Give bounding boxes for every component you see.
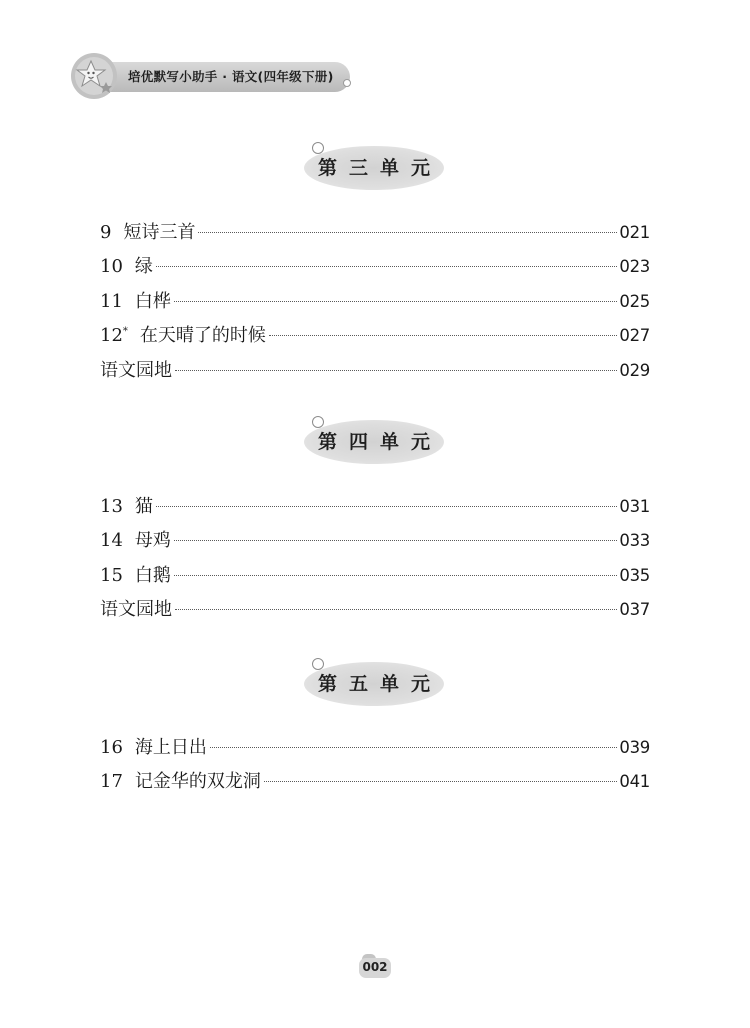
header-banner <box>70 52 360 100</box>
unit-heading-5 <box>304 662 444 706</box>
dot-leader <box>174 575 618 576</box>
entry-number: 9 <box>100 222 112 243</box>
toc-unit-4 <box>100 492 650 630</box>
entry-page: 025 <box>619 291 650 311</box>
entry-number: 10 <box>100 256 123 278</box>
toc-entry[interactable] <box>100 733 650 767</box>
entry-title: 短诗三首 <box>123 222 196 243</box>
toc-entry[interactable] <box>100 252 650 286</box>
toc-unit-3 <box>100 218 650 390</box>
header-dot <box>343 79 351 87</box>
toc-entry[interactable] <box>100 492 650 526</box>
entry-number: 16 <box>100 737 123 758</box>
entry-page: 021 <box>619 223 650 242</box>
dot-leader <box>198 232 617 233</box>
entry-number: 12* <box>100 325 128 347</box>
dot-leader <box>156 506 618 507</box>
entry-number: 13 <box>100 496 123 517</box>
entry-title: 记金华的双龙洞 <box>134 771 261 793</box>
entry-page: 037 <box>619 600 650 620</box>
entry-page: 029 <box>619 360 650 380</box>
dot-leader <box>210 747 618 748</box>
dot-leader <box>264 781 618 782</box>
unit-heading-4 <box>304 420 444 464</box>
entry-number: 17 <box>100 771 123 793</box>
entry-number: 11 <box>100 290 123 312</box>
toc-entry[interactable] <box>100 526 650 560</box>
toc-entry[interactable] <box>100 218 650 252</box>
entry-number: 15 <box>100 564 123 586</box>
toc-entry[interactable] <box>100 321 650 355</box>
unit-heading-3 <box>304 146 444 190</box>
toc-unit-5 <box>100 733 650 802</box>
entry-title: 白桦 <box>134 290 171 312</box>
dot-leader <box>175 370 617 371</box>
entry-title: 语文园地 <box>100 599 172 621</box>
dot-leader <box>174 301 618 302</box>
entry-title: 猫 <box>134 496 153 517</box>
header-title: 培优默写小助手 · 语文(四年级下册) <box>128 69 334 84</box>
page-number: 002 <box>362 960 388 974</box>
toc-entry[interactable] <box>100 595 650 629</box>
entry-page: 039 <box>619 738 650 757</box>
unit-heading-text: 第三单元 <box>317 157 442 179</box>
dot-leader <box>269 335 618 336</box>
toc-entry[interactable] <box>100 356 650 390</box>
entry-page: 027 <box>619 326 650 346</box>
entry-title: 绿 <box>134 256 153 278</box>
entry-title: 在天晴了的时候 <box>139 325 266 347</box>
unit-heading-text: 第五单元 <box>317 673 442 695</box>
entry-number: 14 <box>100 530 123 552</box>
entry-page: 023 <box>619 257 650 277</box>
dot-leader <box>174 540 618 541</box>
self-study-asterisk: * <box>122 326 128 338</box>
entry-title: 母鸡 <box>134 530 171 552</box>
dot-leader <box>156 266 618 267</box>
toc-entry[interactable] <box>100 767 650 801</box>
toc-entry[interactable] <box>100 287 650 321</box>
entry-page: 041 <box>619 772 650 792</box>
entry-title: 语文园地 <box>100 359 172 381</box>
entry-page: 031 <box>619 497 650 516</box>
entry-page: 035 <box>619 565 650 585</box>
toc-entry[interactable] <box>100 561 650 595</box>
page-number-tab <box>359 954 391 980</box>
entry-title: 白鹅 <box>134 564 171 586</box>
dot-leader <box>175 609 617 610</box>
entry-page: 033 <box>619 531 650 551</box>
star-icon <box>70 52 118 100</box>
entry-title: 海上日出 <box>134 737 207 758</box>
unit-heading-text: 第四单元 <box>317 431 442 453</box>
